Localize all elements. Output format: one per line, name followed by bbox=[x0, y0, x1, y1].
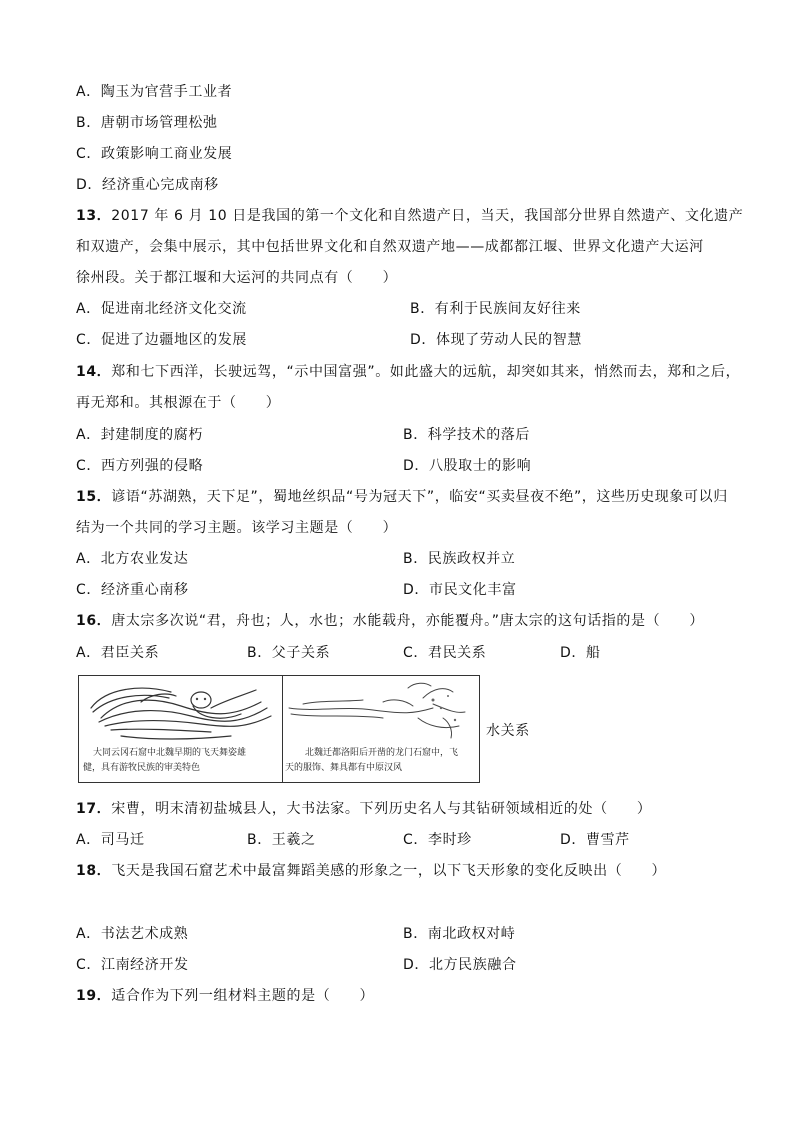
q12-option-b: B．唐朝市场管理松弛 bbox=[76, 115, 218, 131]
right-caption-line2: 天的服饰、舞具都有中原汉风 bbox=[285, 763, 403, 773]
q15-option-c: C．经济重心南移 bbox=[76, 582, 189, 598]
feitian-figure bbox=[78, 675, 480, 783]
q15-option-d: D．市民文化丰富 bbox=[403, 582, 517, 598]
q14-text-1: 郑和七下西洋，长驶远驾，“示中国富强”。如此盛大的远航，却突如其来，悄然而去，郑和之后， bbox=[111, 364, 741, 380]
q18-option-c: C．江南经济开发 bbox=[76, 957, 189, 973]
q17-option-a: A．司马迁 bbox=[76, 832, 145, 848]
left-caption-line1: 大同云冈石窟中北魏早期的飞天舞姿雄 bbox=[93, 748, 247, 758]
longmen-feitian-image bbox=[283, 678, 475, 748]
q14-option-b: B．科学技术的落后 bbox=[403, 427, 531, 443]
q17-stem-line1 bbox=[76, 799, 652, 819]
q16-text-1: 唐太宗多次说“君，舟也；人，水也；水能载舟，亦能覆舟。”唐太宗的这句话指的是（ ） bbox=[111, 613, 704, 629]
q13-stem-line1 bbox=[76, 206, 743, 226]
q14-stem-line1 bbox=[76, 362, 740, 382]
q13-option-a: A．促进南北经济文化交流 bbox=[76, 301, 247, 317]
q16-number: 16． bbox=[76, 613, 112, 629]
q15-option-b: B．民族政权并立 bbox=[403, 551, 516, 567]
q18-text-1: 飞天是我国石窟艺术中最富舞蹈美感的形象之一，以下飞天形象的变化反映出（ ） bbox=[111, 863, 667, 879]
q18-option-a: A．书法艺术成熟 bbox=[76, 926, 189, 942]
q16-option-d-continued: 水关系 bbox=[486, 723, 530, 739]
yungang-feitian-panel bbox=[79, 676, 283, 782]
q16-option-a: A．君臣关系 bbox=[76, 645, 160, 661]
q19-stem-line1 bbox=[76, 986, 374, 1006]
q13-text-1: 2017 年 6 月 10 日是我国的第一个文化和自然遗产日，当天，我国部分世界自然遗产、文化遗产 bbox=[111, 208, 744, 224]
q17-option-c: C．李时珍 bbox=[403, 832, 472, 848]
q17-number: 17． bbox=[76, 801, 112, 817]
q14-option-d: D．八股取士的影响 bbox=[403, 458, 532, 474]
q12-option-a: A．陶玉为官营手工业者 bbox=[76, 84, 233, 100]
q16-stem-line1 bbox=[76, 611, 704, 631]
q13-number: 13． bbox=[76, 208, 112, 224]
q19-text-1: 适合作为下列一组材料主题的是（ ） bbox=[111, 988, 375, 1004]
q18-number: 18． bbox=[76, 863, 112, 879]
q13-stem-line2: 和双遗产，会集中展示，其中包括世界文化和自然双遗产地——成都都江堰、世界文化遗产大运河 bbox=[76, 239, 704, 255]
q13-option-c: C．促进了边疆地区的发展 bbox=[76, 332, 247, 348]
q18-option-b: B．南北政权对峙 bbox=[403, 926, 516, 942]
q12-option-d: D．经济重心完成南移 bbox=[76, 177, 219, 193]
q16-option-b: B．父子关系 bbox=[247, 645, 331, 661]
yungang-feitian-image bbox=[81, 678, 281, 748]
q13-option-b: B．有利于民族间友好往来 bbox=[410, 301, 581, 317]
longmen-feitian-panel bbox=[283, 676, 478, 782]
q13-stem-line3: 徐州段。关于都江堰和大运河的共同点有（ ） bbox=[76, 270, 398, 286]
q16-option-d: D．船 bbox=[560, 645, 601, 661]
q14-option-c: C．西方列强的侵略 bbox=[76, 458, 204, 474]
q13-option-d: D．体现了劳动人民的智慧 bbox=[410, 332, 582, 348]
q14-stem-line2: 再无郑和。其根源在于（ ） bbox=[76, 395, 281, 411]
q15-number: 15． bbox=[76, 489, 112, 505]
q15-option-a: A．北方农业发达 bbox=[76, 551, 189, 567]
q15-text-1: 谚语“苏湖熟，天下足”，蜀地丝织品“号为冠天下”，临安“买卖昼夜不绝”，这些历史现象可以归 bbox=[111, 489, 728, 505]
q19-number: 19． bbox=[76, 988, 112, 1004]
q15-stem-line1 bbox=[76, 487, 728, 507]
q15-stem-line2: 结为一个共同的学习主题。该学习主题是（ ） bbox=[76, 520, 398, 536]
q18-option-d: D．北方民族融合 bbox=[403, 957, 517, 973]
q12-option-c: C．政策影响工商业发展 bbox=[76, 146, 233, 162]
q18-stem-line1 bbox=[76, 861, 666, 881]
q17-option-d: D．曹雪芹 bbox=[560, 832, 630, 848]
q16-option-c: C．君民关系 bbox=[403, 645, 487, 661]
right-caption-line1: 北魏迁都洛阳后开凿的龙门石窟中，飞 bbox=[305, 748, 459, 758]
q14-option-a: A．封建制度的腐朽 bbox=[76, 427, 203, 443]
q17-text-1: 宋曹，明末清初盐城县人，大书法家。下列历史名人与其钻研领域相近的处（ ） bbox=[111, 801, 652, 817]
q14-number: 14． bbox=[76, 364, 112, 380]
left-caption-line2: 健，具有游牧民族的审美特色 bbox=[83, 763, 201, 773]
q17-option-b: B．王羲之 bbox=[247, 832, 316, 848]
